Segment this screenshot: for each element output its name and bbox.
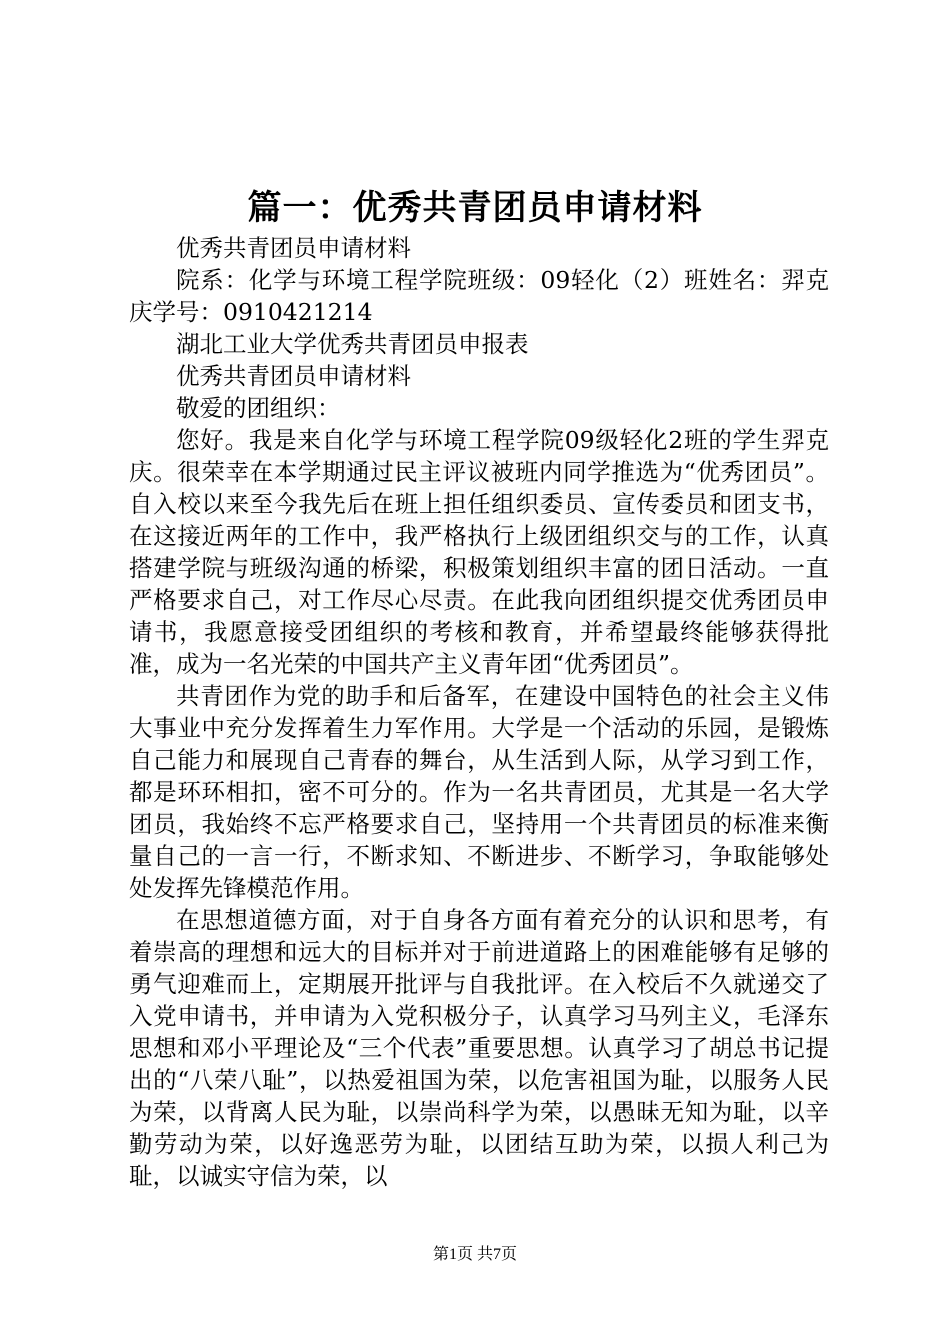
document-body [129, 232, 829, 1192]
paragraph-league-role: 共青团作为党的助手和后备军，在建设中国特色的社会主义伟大事业中充分发挥着生力军作用。大学是一个活动的乐园，是锻炼自己能力和展现自己青春的舞台，从生活到人际，从学习到工作，都是环环相扣，密不可分的。作为一名共青团员，尤其是一名大学团员，我始终不忘严格要求自己，坚持用一个共青团员的标准来衡量自己的一言一行，不断求知、不断进步、不断学习，争取能够处处发挥先锋模范作用。 [129, 682, 829, 902]
paragraph-ideology: 在思想道德方面，对于自身各方面有着充分的认识和思考，有着崇高的理想和远大的目标并对于前进道路上的困难能够有足够的勇气迎难而上，定期展开批评与自我批评。在入校后不久就递交了入党申请书，并申请为入党积极分子，认真学习马列主义，毛泽东思想和邓小平理论及“三个代表”重要思想。认真学习了胡总书记提出的“八荣八耻”，以热爱祖国为荣，以危害祖国为耻，以服务人民为荣，以背离人民为耻，以崇尚科学为荣，以愚昧无知为耻，以辛勤劳动为荣，以好逸恶劳为耻，以团结互助为荣，以损人利己为耻，以诚实守信为荣，以 [129, 906, 829, 1190]
paragraph-student-info: 院系：化学与环境工程学院班级：09轻化（2）班姓名：羿克庆学号：0910421214 [129, 266, 829, 326]
paragraph-form-name: 湖北工业大学优秀共青团员申报表 [176, 330, 529, 358]
paragraph-subtitle: 优秀共青团员申请材料 [176, 234, 411, 262]
paragraph-introduction: 您好。我是来自化学与环境工程学院09级轻化2班的学生羿克庆。很荣幸在本学期通过民主评议被班内同学推选为“优秀团员”。自入校以来至今我先后在班上担任组织委员、宣传委员和团支书，在这接近两年的工作中，我严格执行上级团组织交与的工作，认真搭建学院与班级沟通的桥梁，积极策划组织丰富的团日活动。一直严格要求自己，对工作尽心尽责。在此我向团组织提交优秀团员申请书，我愿意接受团组织的考核和教育，并希望最终能够获得批准，成为一名光荣的中国共产主义青年团“优秀团员”。 [129, 426, 829, 678]
document-title: 篇一：优秀共青团员申请材料 [247, 188, 703, 228]
paragraph-salutation: 敬爱的团组织： [176, 394, 341, 422]
page-number-footer: 第1页 共7页 [432, 1246, 517, 1263]
paragraph-material-title: 优秀共青团员申请材料 [176, 362, 411, 390]
